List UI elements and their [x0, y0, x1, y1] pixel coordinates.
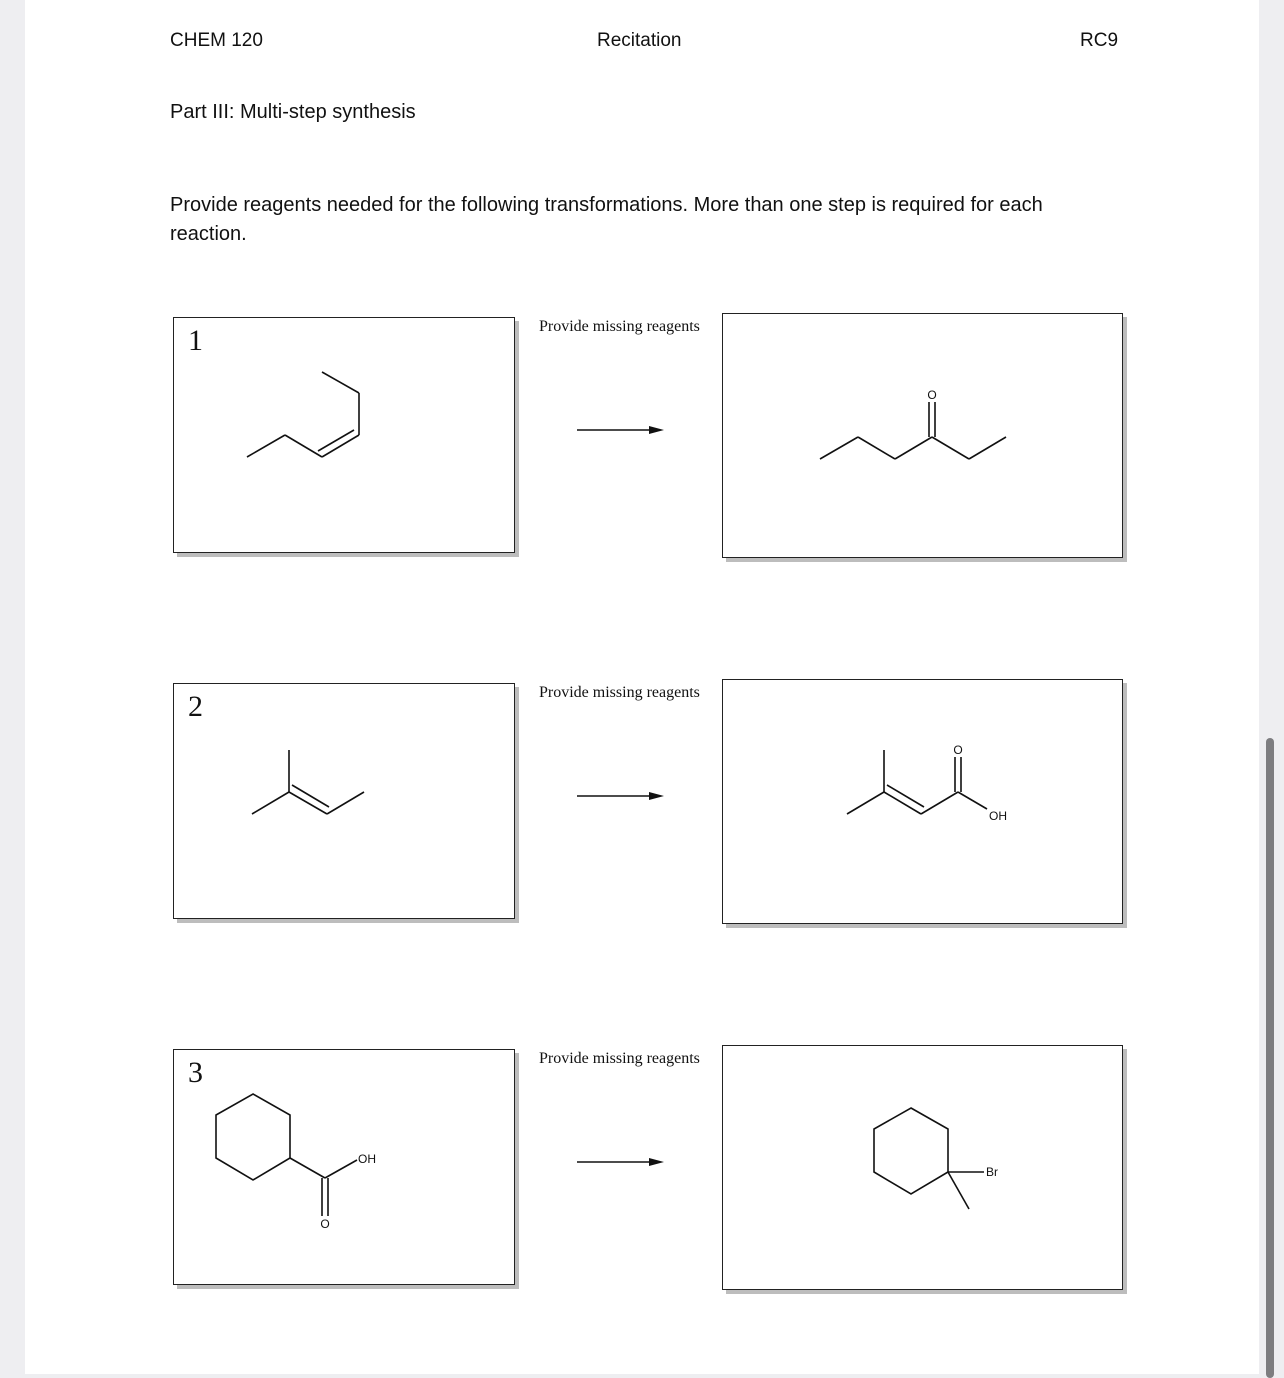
reaction-arrow-1 [577, 423, 667, 437]
product-2-structure [723, 680, 1122, 923]
reaction-3-starting-material-box [173, 1049, 515, 1285]
reaction-arrow-3 [577, 1155, 667, 1169]
starting-material-3-atom-hydroxyl: OH [358, 1152, 376, 1166]
reaction-1-starting-material-box [173, 317, 515, 553]
product-1-structure [723, 314, 1122, 557]
product-2-atom-hydroxyl: OH [989, 809, 1007, 823]
product-3-atom-bromine: Br [986, 1165, 998, 1179]
product-1-atom-oxygen: O [927, 388, 937, 402]
course-label: CHEM 120 [170, 30, 263, 51]
document-code: RC9 [1080, 30, 1119, 51]
section-title: Part III: Multi-step synthesis [170, 101, 416, 123]
reaction-3-product-box[interactable] [722, 1045, 1123, 1290]
reagent-prompt-2: Provide missing reagents [539, 684, 700, 701]
product-2-atom-oxygen: O [953, 743, 963, 757]
reaction-number: 3 [188, 1056, 203, 1089]
reaction-arrow-2 [577, 789, 667, 803]
reaction-number: 1 [188, 324, 203, 357]
reagent-prompt-1: Provide missing reagents [539, 318, 700, 335]
header-center-label: Recitation [597, 30, 682, 51]
reagent-prompt-3: Provide missing reagents [539, 1050, 700, 1067]
starting-material-3-structure [174, 1050, 514, 1284]
reaction-number: 2 [188, 690, 203, 723]
reaction-2-starting-material-box [173, 683, 515, 919]
starting-material-1-structure [174, 318, 514, 552]
starting-material-2-structure [174, 684, 514, 918]
instructions: Provide reagents needed for the following transformations. More than one step is required for each reaction. [170, 194, 1043, 245]
reaction-1-product-box[interactable] [722, 313, 1123, 558]
product-3-structure [723, 1046, 1122, 1289]
vertical-scrollbar[interactable] [1266, 738, 1274, 1378]
starting-material-3-atom-oxygen: O [320, 1217, 330, 1231]
reaction-2-product-box[interactable] [722, 679, 1123, 924]
